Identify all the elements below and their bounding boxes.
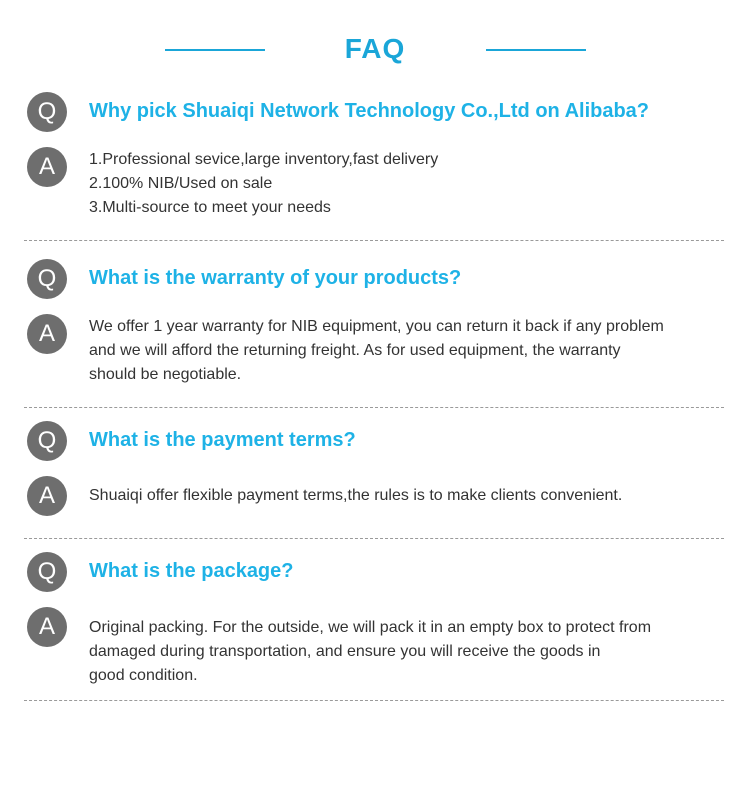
faq-question: What is the package?: [89, 560, 294, 582]
faq-question: What is the payment terms?: [89, 429, 356, 451]
question-badge-icon: Q: [27, 552, 67, 592]
answer-line: and we will afford the returning freight. As for used equipment, the warranty: [89, 342, 621, 359]
answer-line: 2.100% NIB/Used on sale: [89, 175, 273, 192]
question-badge-icon: Q: [27, 421, 67, 461]
header-right-line: [486, 49, 586, 51]
section-divider: [24, 700, 724, 701]
answer-badge-icon: A: [27, 147, 67, 187]
answer-badge-icon: A: [27, 607, 67, 647]
faq-answer: [89, 148, 750, 220]
answer-badge-icon: A: [27, 314, 67, 354]
answer-line: Shuaiqi offer flexible payment terms,the rules is to make clients convenient.: [89, 487, 623, 504]
question-badge-icon: Q: [27, 259, 67, 299]
faq-header: [0, 30, 750, 74]
answer-line: should be negotiable.: [89, 366, 242, 383]
faq-answer: [89, 616, 750, 688]
answer-line: We offer 1 year warranty for NIB equipment, you can return it back if any problem: [89, 318, 664, 335]
faq-question: Why pick Shuaiqi Network Technology Co.,Ltd on Alibaba?: [89, 100, 650, 122]
answer-line: good condition.: [89, 667, 198, 684]
answer-line: Original packing. For the outside, we will pack it in an empty box to protect from: [89, 619, 652, 636]
section-divider: [24, 240, 724, 241]
faq-question: What is the warranty of your products?: [89, 267, 462, 289]
answer-line: 3.Multi-source to meet your needs: [89, 199, 331, 216]
question-badge-icon: Q: [27, 92, 67, 132]
faq-answer: [89, 484, 750, 508]
section-divider: [24, 538, 724, 539]
answer-line: damaged during transportation, and ensure you will receive the goods in: [89, 643, 601, 660]
page-title: FAQ: [344, 33, 406, 64]
faq-answer: [89, 315, 750, 387]
section-divider: [24, 407, 724, 408]
answer-badge-icon: A: [27, 476, 67, 516]
answer-line: 1.Professional sevice,large inventory,fast delivery: [89, 151, 439, 168]
